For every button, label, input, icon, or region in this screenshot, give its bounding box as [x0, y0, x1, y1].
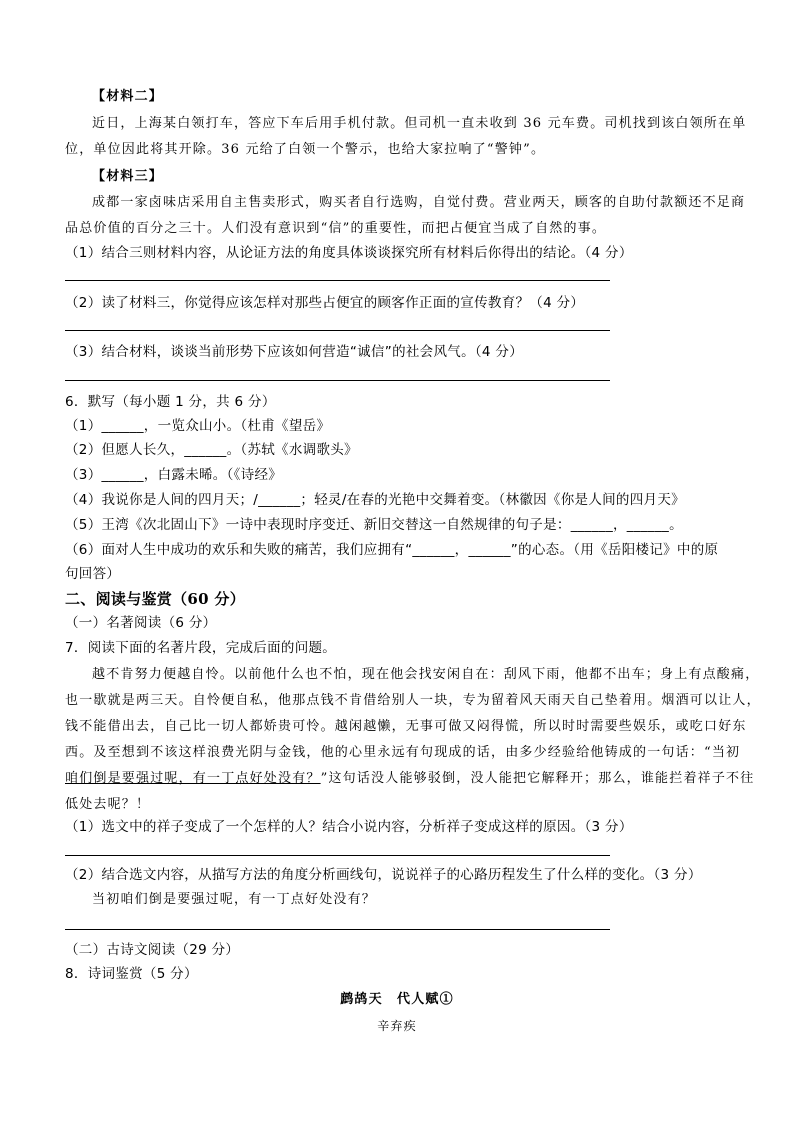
passage-line-5-rest: ”这句话没人能够驳倒，没人能把它解释开；那么，谁能拦着祥子不往 — [320, 771, 755, 786]
passage-line-2: 也一歇就是两三天。自怜便自私，他那点钱不肯借给别人一块，专为留着风天雨天自己垫着用。烟酒可以让人， — [65, 693, 761, 708]
passage-line-4: 西。及至想到不该这样浪费光阴与金钱，他的心里永远有句现成的话，由多少经验给他铸成的一句话：“当初 — [65, 745, 741, 760]
q6-item-5: （5）王湾《次北固山下》一诗中表现时序变迁、新旧交替这一自然规律的句子是：______，______。 — [65, 517, 683, 533]
q7-sub2: （2）结合选文内容，从描写方法的角度分析画线句，说说祥子的心路历程发生了什么样的变化。（3 分） — [65, 867, 702, 883]
material2-line-2: 位，单位因此将其开除。36 元给了白领一个警示，也给大家拉响了“警钟”。 — [65, 142, 546, 157]
q6-item-6-cont: 句回答） — [65, 566, 121, 582]
section2-part2: （二）古诗文阅读（29 分） — [65, 942, 240, 958]
q7-quote: 当初咱们倒是要强过呢，有一丁点好处没有？ — [92, 892, 377, 907]
answer-line[interactable] — [65, 280, 610, 281]
q6-item-3: （3）______，白露未晞。（《诗经》 — [65, 467, 283, 483]
material2-heading: 【材料二】 — [92, 89, 164, 104]
q5-sub2: （2）读了材料三，你觉得应该怎样对那些占便宜的顾客作正面的宣传教育？（4 分） — [65, 295, 585, 311]
material3-heading: 【材料三】 — [92, 169, 164, 184]
q5-sub3: （3）结合材料，谈谈当前形势下应该如何营造“诚信”的社会风气。（4 分） — [65, 344, 524, 360]
poem-author: 辛弃疾 — [377, 1019, 417, 1033]
section2-title: 二、阅读与鉴赏（60 分） — [65, 590, 245, 608]
q8-title: 8．诗词鉴赏（5 分） — [65, 966, 198, 982]
passage-line-6: 低处去呢？！ — [65, 797, 151, 812]
answer-line[interactable] — [65, 855, 610, 856]
passage-line-3: 钱不能借出去，自己比一切人都娇贵可怜。越闲越懒，无事可做又闷得慌，所以时时需要些娱乐，或吃口好东 — [65, 719, 747, 734]
answer-line[interactable] — [65, 380, 610, 381]
passage-line-5 — [65, 770, 754, 788]
q6-item-2: （2）但愿人长久，______。（苏轼《水调歌头》 — [65, 442, 358, 458]
q5-sub1: （1）结合三则材料内容，从论证方法的角度具体谈谈探究所有材料后你得出的结论。（4 分） — [65, 245, 633, 261]
answer-line[interactable] — [65, 330, 610, 331]
q7-sub1: （1）选文中的祥子变成了一个怎样的人？结合小说内容，分析祥子变成这样的原因。（3 分） — [65, 819, 633, 835]
passage-line-1: 越不肯努力便越自怜。以前他什么也不怕，现在他会找安闲自在：刮风下雨，他都不出车；身上有点酸痛， — [92, 667, 760, 682]
material2-line-1: 近日，上海某白领打车，答应下车后用手机付款。但司机一直未收到 36 元车费。司机找到该白领所在单 — [92, 116, 747, 131]
q6-item-1: （1）______，一览众山小。（杜甫《望岳》 — [65, 418, 331, 434]
poem-title: 鹧鸪天 代人赋① — [340, 992, 454, 1007]
section2-part1: （一）名著阅读（6 分） — [65, 615, 217, 631]
material3-line-1: 成都一家卤味店采用自主售卖形式，购买者自行选购，自觉付费。营业两天，顾客的自助付款额还不足商 — [92, 195, 746, 210]
q6-item-6: （6）面对人生中成功的欢乐和失败的痛苦，我们应拥有“______，______”的心态。（用《岳阳楼记》中的原 — [65, 542, 719, 558]
q7-title: 7．阅读下面的名著片段，完成后面的问题。 — [65, 640, 337, 656]
q6-item-4: （4）我说你是人间的四月天；/______；轻灵/在春的光艳中交舞着变。（林徽因《你是人间的四月天》 — [65, 492, 685, 508]
q6-title: 6．默写（每小题 1 分，共 6 分） — [65, 394, 276, 410]
answer-line[interactable] — [65, 929, 610, 930]
underlined-sentence: 咱们倒是要强过呢，有一丁点好处没有？ — [65, 771, 321, 786]
material3-line-2: 品总价值的百分之三十。人们没有意识到“信”的重要性，而把占便宜当成了自然的事。 — [65, 221, 607, 236]
